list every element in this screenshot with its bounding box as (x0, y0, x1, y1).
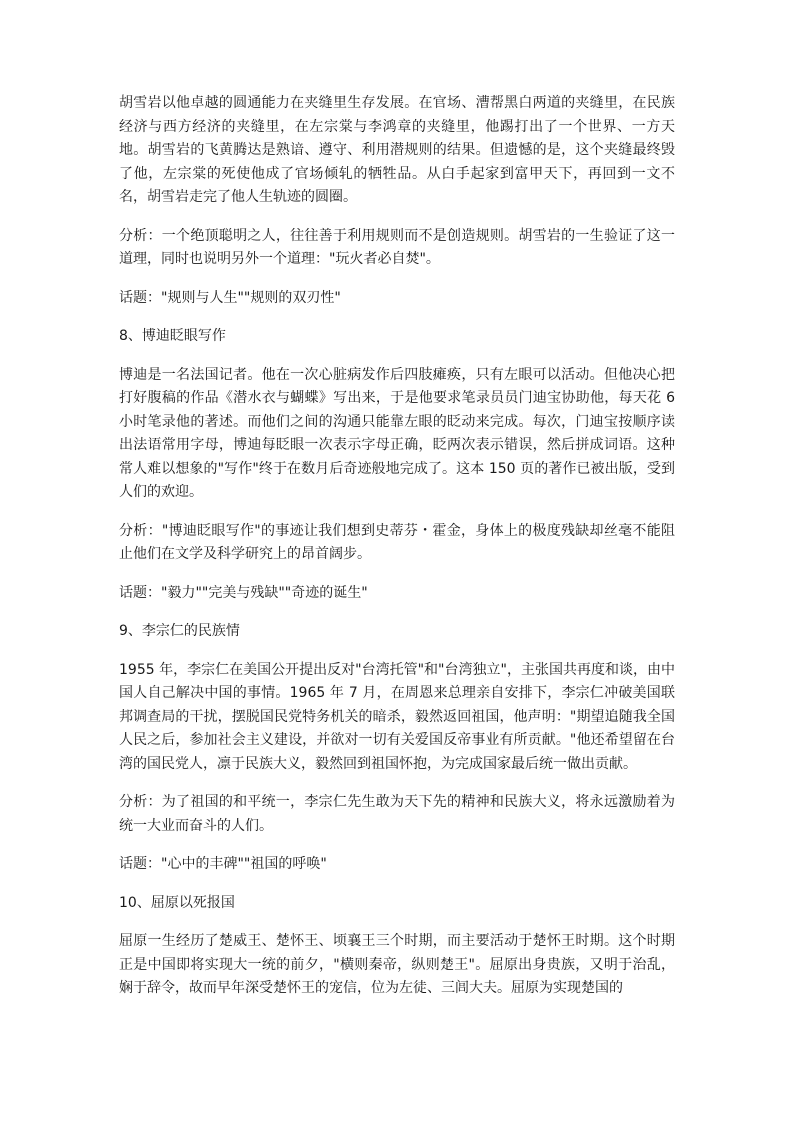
paragraph-bodi-analysis: 分析："博迪眨眼写作"的事迹让我们想到史蒂芬・霍金，身体上的极度残缺却丝毫不能阻止他们在文学及科学研究上的昂首阔步。 (119, 522, 675, 562)
paragraph-li-zongren-analysis: 分析：为了祖国的和平统一，李宗仁先生敢为天下先的精神和民族大义，将永远激励着为统一大业而奋斗的人们。 (119, 794, 675, 834)
section-heading-9: 9、李宗仁的民族情 (119, 623, 240, 639)
paragraph-li-zongren-topic: 话题："心中的丰碑""祖国的呼唤" (119, 856, 327, 872)
section-heading-10: 10、屈原以死报国 (119, 894, 235, 911)
document-body (119, 92, 675, 1016)
paragraph-qu-yuan-story: 屈原一生经历了楚威王、楚怀王、顷襄王三个时期，而主要活动于楚怀王时期。这个时期正是中国即将实现大一统的前夕，"横则秦帝，纵则楚王"。屈原出身贵族，又明于治乱，娴于辞令，故而早年深受楚怀王的宠信，位为左徒、三闾大夫。屈原为实现楚国的 (119, 933, 675, 996)
paragraph-hu-xueyan-topic: 话题："规则与人生""规则的双刃性" (119, 289, 341, 306)
paragraph-hu-xueyan-story: 胡雪岩以他卓越的圆通能力在夹缝里生存发展。在官场、漕帮黑白两道的夹缝里，在民族经济与西方经济的夹缝里，在左宗棠与李鸿章的夹缝里，他踢打出了一个世界、一方天地。胡雪岩的飞黄腾达是熟谙、遵守、利用潜规则的结果。但遗憾的是，这个夹缝最终毁了他，左宗棠的死使他成了官场倾轧的牺牲品。从白手起家到富甲天下，再回到一文不名，胡雪岩走完了他人生轨迹的圆圈。 (119, 95, 675, 205)
section-heading-8: 8、博迪眨眼写作 (119, 328, 226, 344)
paragraph-hu-xueyan-analysis: 分析：一个绝顶聪明之人，往往善于利用规则而不是创造规则。胡雪岩的一生验证了这一道理，同时也说明另外一个道理："玩火者必自焚"。 (119, 227, 675, 267)
paragraph-bodi-story: 博迪是一名法国记者。他在一次心脏病发作后四肢瘫痪，只有左眼可以活动。但他决心把打好腹稿的作品《潜水衣与蝴蝶》写出来，于是他要求笔录员员门迪宝协助他，每天花 6 小时笔录他的著述。而他们之间的沟通只能靠左眼的眨动来完成。每次，门迪宝按顺序读出法语常用字母，博迪每眨眼一次表示字母正确，眨两次表示错误，然后拼成词语。这种常人难以想象的"写作"终于在数月后奇迹般地完成了。这本 150 页的著作已被出版，受到人们的欢迎。 (119, 366, 675, 500)
paragraph-bodi-topic: 话题："毅力""完美与残缺""奇迹的诞生" (119, 584, 368, 601)
paragraph-li-zongren-story: 1955 年，李宗仁在美国公开提出反对"台湾托管"和"台湾独立"，主张国共再度和谈，由中国人自己解决中国的事情。1965 年 7 月，在周恩来总理亲自安排下，李宗仁冲破美国联邦调查局的干扰，摆脱国民党特务机关的暗杀，毅然返回祖国，他声明："期望追随我全国人民之后，参加社会主义建设，并欲对一切有关爱国反帝事业有所贡献。"他还希望留在台湾的国民党人，凛于民族大义，毅然回到祖国怀抱，为完成国家最后统一做出贡献。 (119, 661, 675, 772)
